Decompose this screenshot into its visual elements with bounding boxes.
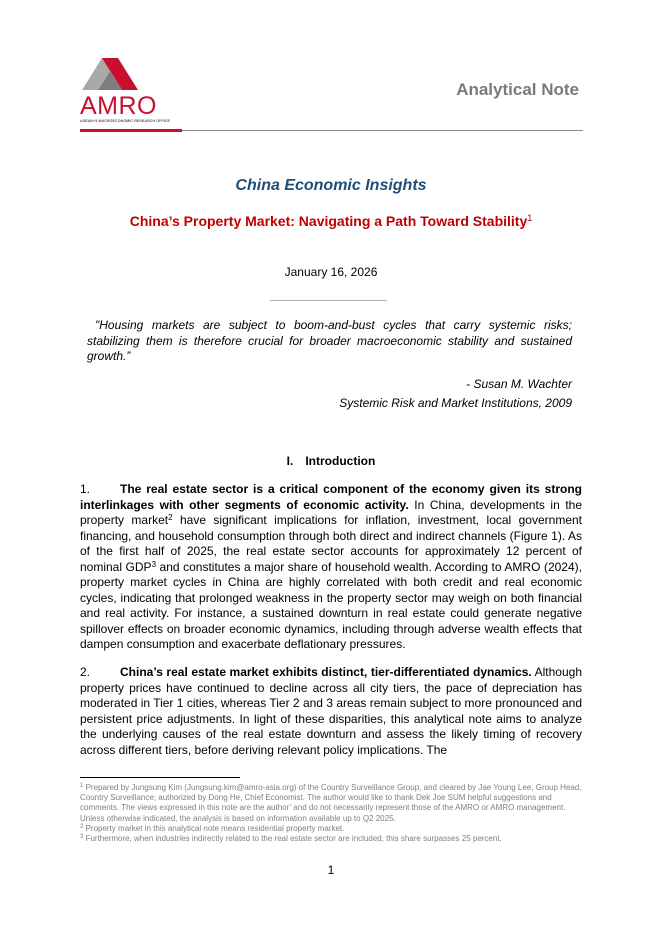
document-title-text: China’s Property Market: Navigating a Path Toward Stability [129, 213, 528, 229]
section-heading [0, 454, 662, 468]
series-title: China Economic Insights [235, 177, 427, 194]
epigraph-author: - Susan M. Wachter [466, 377, 572, 391]
footnote-number: 1 [80, 783, 84, 789]
footnote-text: Furthermore, when industries indirectly related to the real estate sector are included, this share surpasses 25 percent. [83, 834, 502, 844]
logo-text: AMRO [80, 92, 157, 120]
date-divider [270, 300, 387, 301]
header-rule-accent [80, 129, 182, 132]
epigraph-quote: "Housing markets are subject to boom-and-bust cycles that carry systemic risks; stabilizing them is therefore crucial for broader macroeconomic stability and sustained growth.” [87, 318, 572, 363]
amro-logo-mark-icon [80, 56, 180, 92]
footnote-number: 3 [80, 834, 84, 841]
paragraph-lead: The real estate sector is a critical component of the economy given its strong interlinkages with other segments of economic activity. [80, 482, 582, 512]
section-number: I. [286, 454, 294, 468]
document-title [0, 213, 662, 229]
paragraph-text: and constitutes a major share of household wealth. According to AMRO (2024), property market cycles in China are highly correlated with both credit and real economic cycles, indicating that prolonged weakness in the property sector may weigh on both financial and real activity. For instance, a sustained downturn in real estate could generate negative spillover effects on broader economic dynamics, including through adverse wealth effects that dampen consumption and exacerbate deflationary pressures. [80, 559, 582, 651]
footnote-2 [80, 824, 582, 834]
paragraph-1 [80, 482, 582, 653]
paragraph-2 [80, 665, 582, 758]
footnote-text: Property market in this analytical note means residential property market. [83, 823, 345, 833]
footnote-ref-1[interactable]: 1 [527, 213, 533, 223]
paragraph-text: have significant implications for inflation, investment, local government financing, and household consumption through both direct and indirect channels (Figure 1). As of the first half of 2025, the real estate sector accounts for approximately 12 percent of nominal GDP [80, 513, 582, 574]
footnotes [80, 783, 582, 844]
paragraph-number: 2. [80, 665, 91, 679]
footnote-1 [80, 783, 582, 824]
publication-date: January 16, 2026 [284, 265, 378, 279]
paragraph-lead: China’s real estate market exhibits distinct, tier-differentiated dynamics. [120, 665, 532, 679]
footnote-separator [80, 777, 240, 778]
section-title: Introduction [305, 454, 376, 468]
page-number: 1 [327, 863, 335, 877]
footnote-text: Prepared by Jungsung Kim (Jungsung.kim@amro-asia.org) of the Country Surveillance Group, and cleared by Jae Young Lee, Group Head, Country Surveillance; authorized by Dong He, Chief Economist. The author would like to thank Dek Joe SUM helpful suggestions and comments. The views expressed in this note are the author’ and do not necessarily represent those of the AMRO or AMRO management. Unless otherwise indicated, the analysis is based on information available up to Q2 2025. [80, 783, 582, 823]
footnote-ref-2[interactable]: 2 [168, 513, 173, 522]
paragraph-text: In China, developments in the property market [80, 497, 583, 527]
footnote-number: 2 [80, 823, 84, 830]
logo-subtitle: ASEAN+3 MACROECONOMIC RESEARCH OFFICE [80, 119, 171, 123]
footnote-3 [80, 834, 582, 844]
footnote-ref-3[interactable]: 3 [151, 559, 157, 569]
paragraph-number: 1. [80, 482, 91, 496]
note-type-label: Analytical Note [456, 80, 579, 99]
header-rule [182, 130, 583, 131]
paragraph-text: Although property prices have continued to decline across all city tiers, the pace of depreciation has moderated in Tier 1 cities, whereas Tier 2 and 3 areas remain subject to more pronounced and persistent price adjustments. In light of these disparities, this analytical note aims to analyze the underlying causes of the real estate downturn and assess the likely timing of recovery across different tiers, before deriving relevant policy implications. The [80, 665, 582, 757]
amro-logo [80, 56, 180, 126]
epigraph-source: Systemic Risk and Market Institutions, 2009 [339, 396, 572, 410]
